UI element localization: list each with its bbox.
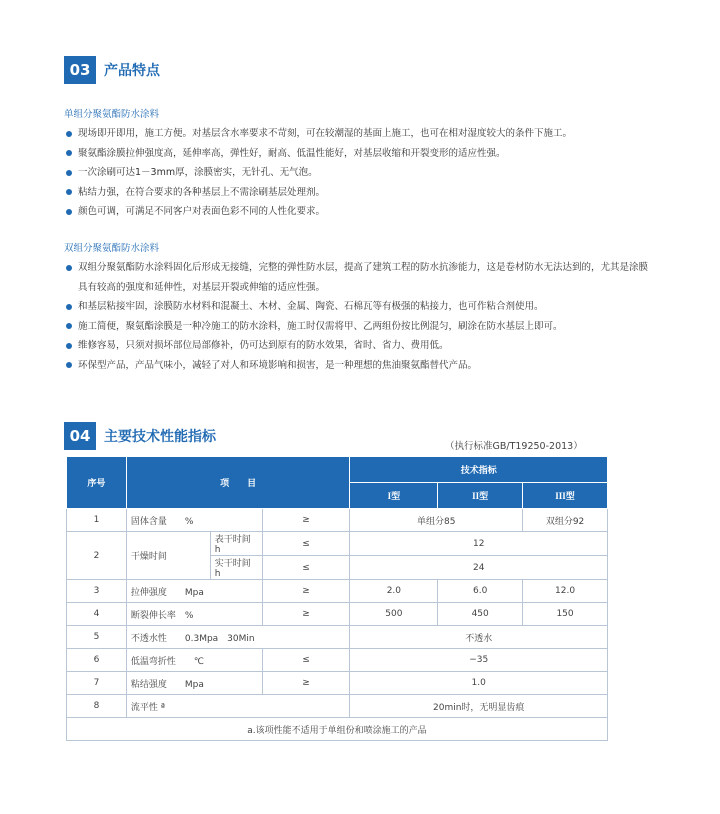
list-item: 施工简便，聚氨酯涂膜是一种冷施工的防水涂料，施工时仅需将甲、乙两组份按比例混匀，刷涂在防水基层上即可。 bbox=[66, 317, 656, 337]
double-component-features bbox=[66, 258, 656, 375]
table-row: 实干时间 h ≤ 24 bbox=[67, 556, 608, 580]
header-tech: 技术指标 bbox=[350, 457, 608, 483]
section-number: 04 bbox=[64, 422, 96, 450]
header-item: 项 目 bbox=[126, 457, 350, 509]
standard-reference: （执行标准GB/T19250-2013） bbox=[445, 441, 583, 452]
section-number: 03 bbox=[64, 56, 96, 84]
spec-table bbox=[66, 456, 608, 741]
single-component-features bbox=[66, 124, 656, 222]
table-row: 5 不透水性 0.3Mpa 30Min 不透水 bbox=[67, 626, 608, 649]
section-title: 主要技术性能指标 bbox=[104, 429, 216, 445]
list-item: 粘结力强，在符合要求的各种基层上不需涂刷基层处理剂。 bbox=[66, 183, 656, 203]
table-note-row bbox=[67, 718, 608, 741]
list-item: 聚氨酯涂膜拉伸强度高，延伸率高，弹性好，耐高、低温性能好，对基层收缩和开裂变形的适应性强。 bbox=[66, 144, 656, 164]
list-item: 现场即开即用，施工方便。对基层含水率要求不苛刻，可在较潮湿的基面上施工，也可在相对湿度较大的条件下施工。 bbox=[66, 124, 656, 144]
table-footnote: a.该项性能不适用于单组份和喷涂施工的产品 bbox=[67, 718, 608, 741]
section-03-header bbox=[64, 56, 160, 84]
table-row: 3 拉伸强度 Mpa ≥ 2.0 6.0 12.0 bbox=[67, 580, 608, 603]
table-row: 1 固体含量 % ≥ 单组分85 双组分92 bbox=[67, 509, 608, 532]
table-row: 4 断裂伸长率 % ≥ 500 450 150 bbox=[67, 603, 608, 626]
header-type-3: III型 bbox=[523, 483, 608, 509]
list-item: 维修容易，只须对损坏部位局部修补，仍可达到原有的防水效果，省时、省力、费用低。 bbox=[66, 336, 656, 356]
list-item: 双组分聚氨酯防水涂料固化后形成无接缝，完整的弹性防水层，提高了建筑工程的防水抗渗能力，这是卷材防水无法达到的，尤其是涂膜具有较高的强度和延伸性，对基层开裂或伸缩的适应性强。 bbox=[66, 258, 656, 297]
list-item: 颜色可调，可满足不同客户对表面色彩不同的人性化要求。 bbox=[66, 202, 656, 222]
header-no: 序号 bbox=[67, 457, 127, 509]
header-type-2: II型 bbox=[438, 483, 523, 509]
table-row: 7 粘结强度 Mpa ≥ 1.0 bbox=[67, 672, 608, 695]
single-component-subtitle: 单组分聚氨酯防水涂料 bbox=[64, 109, 160, 120]
section-04-header bbox=[64, 422, 216, 450]
list-item: 一次涂刷可达1－3mm厚，涂膜密实，无针孔、无气泡。 bbox=[66, 163, 656, 183]
list-item: 和基层粘接牢固，涂膜防水材料和混凝土、木材、金属、陶瓷、石棉瓦等有极强的粘接力，也可作粘合剂使用。 bbox=[66, 297, 656, 317]
list-item: 环保型产品，产品气味小，减轻了对人和环境影响和损害，是一种理想的焦油聚氨酯替代产品。 bbox=[66, 356, 656, 376]
section-title: 产品特点 bbox=[104, 63, 160, 79]
header-type-1: I型 bbox=[350, 483, 438, 509]
table-row: 6 低温弯折性 ℃ ≤ −35 bbox=[67, 649, 608, 672]
table-row: 8 流平性 ª 20min时，无明显齿痕 bbox=[67, 695, 608, 718]
table-row: 2 干燥时间 表干时间 h ≤ 12 bbox=[67, 532, 608, 556]
double-component-subtitle: 双组分聚氨酯防水涂料 bbox=[64, 243, 160, 254]
